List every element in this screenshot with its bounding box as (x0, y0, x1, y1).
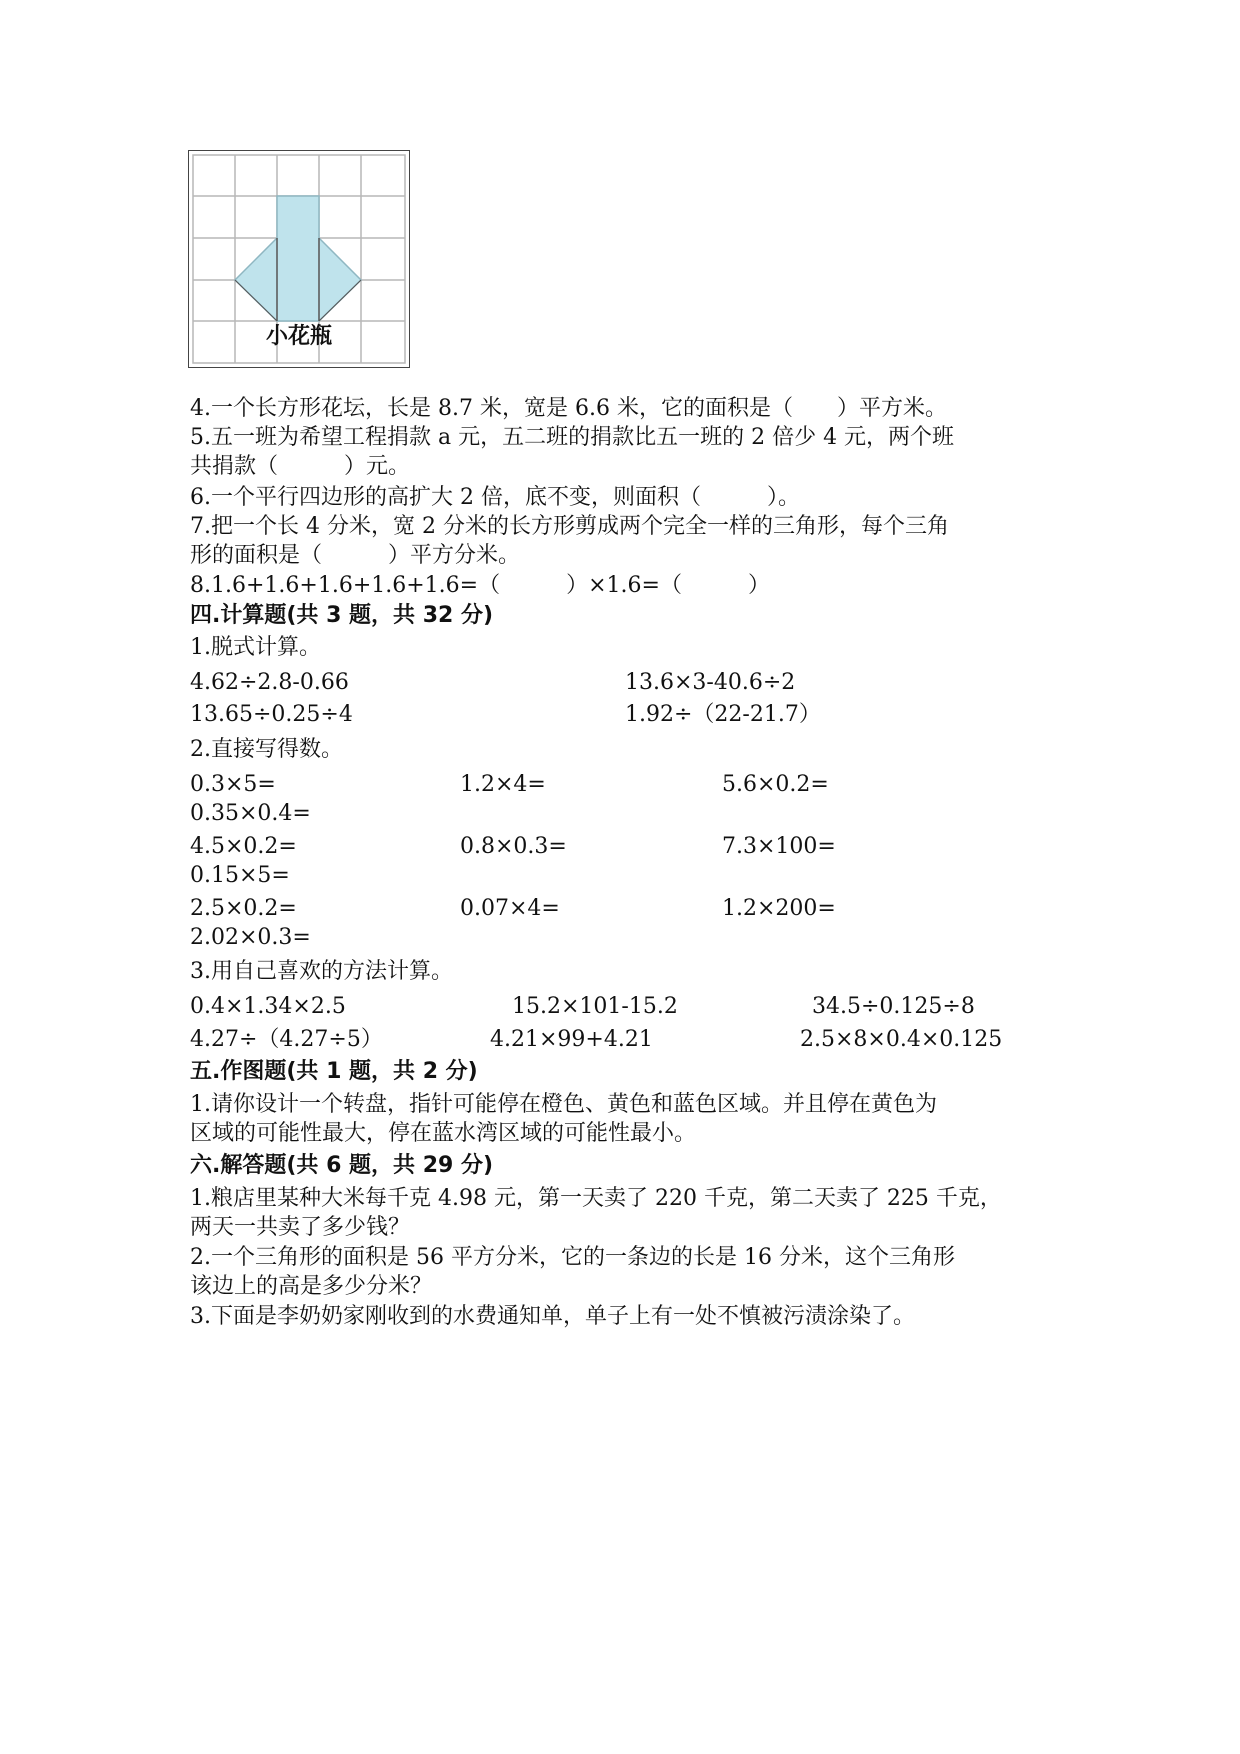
s4-q2-item: 2.5×0.2= (190, 896, 297, 921)
s4-q3-item: 2.5×8×0.4×0.125 (800, 1027, 1003, 1052)
s6-q2-line1: 2.一个三角形的面积是 56 平方分米，它的一条边的长是 16 分米，这个三角形 (190, 1245, 955, 1270)
question-7-line1: 7.把一个长 4 分米，宽 2 分米的长方形剪成两个完全一样的三角形，每个三角 (190, 514, 949, 539)
s4-q2-item: 4.5×0.2= (190, 834, 297, 859)
s4-q3-item: 15.2×101-15.2 (512, 994, 678, 1019)
vase-shape (235, 196, 361, 321)
s4-q1-title: 1.脱式计算。 (190, 635, 321, 660)
s6-q2-line2: 该边上的高是多少分米？ (190, 1274, 433, 1299)
vase-figure (188, 150, 410, 368)
s4-q3-title: 3.用自己喜欢的方法计算。 (190, 959, 453, 984)
s4-q3-item: 4.21×99+4.21 (490, 1027, 653, 1052)
s6-q1-line2: 两天一共卖了多少钱？ (190, 1215, 411, 1240)
question-6: 6.一个平行四边形的高扩大 2 倍，底不变，则面积（ ）。 (190, 485, 800, 510)
section-4-heading: 四.计算题(共 3 题，共 32 分) (190, 603, 494, 628)
s4-q2-item: 5.6×0.2= (722, 772, 829, 797)
s4-q2-item: 7.3×100= (722, 834, 836, 859)
s4-q1-item: 4.62÷2.8-0.66 (190, 670, 349, 695)
s4-q3-item: 0.4×1.34×2.5 (190, 994, 346, 1019)
s4-q1-item: 13.6×3-40.6÷2 (625, 670, 796, 695)
s5-q1-line2: 区域的可能性最大，停在蓝水湾区域的可能性最小。 (190, 1121, 697, 1146)
s4-q2-item: 2.02×0.3= (190, 925, 311, 950)
s4-q2-item: 0.8×0.3= (460, 834, 567, 859)
question-5-line2: 共捐款（ ）元。 (190, 454, 411, 479)
question-7-line2: 形的面积是（ ）平方分米。 (190, 543, 521, 568)
question-4: 4.一个长方形花坛，长是 8.7 米，宽是 6.6 米，它的面积是（ ）平方米。 (190, 396, 947, 421)
question-8: 8.1.6+1.6+1.6+1.6+1.6=（ ）×1.6=（ ） (190, 573, 770, 598)
s4-q2-item: 0.35×0.4= (190, 801, 311, 826)
s4-q2-title: 2.直接写得数。 (190, 737, 343, 762)
s4-q2-item: 1.2×4= (460, 772, 546, 797)
s4-q1-item: 13.65÷0.25÷4 (190, 702, 353, 727)
s4-q2-item: 0.07×4= (460, 896, 560, 921)
section-6-heading: 六.解答题(共 6 题，共 29 分) (190, 1153, 494, 1178)
s6-q1-line1: 1.粮店里某种大米每千克 4.98 元，第一天卖了 220 千克，第二天卖了 225 千克， (190, 1186, 1002, 1211)
vase-caption: 小花瓶 (265, 324, 332, 349)
s6-q3: 3.下面是李奶奶家刚收到的水费通知单，单子上有一处不慎被污渍涂染了。 (190, 1304, 915, 1329)
s4-q2-item: 0.3×5= (190, 772, 276, 797)
s4-q1-item: 1.92÷（22-21.7） (625, 702, 821, 727)
question-5-line1: 5.五一班为希望工程捐款 a 元，五二班的捐款比五一班的 2 倍少 4 元，两个班 (190, 425, 955, 450)
s4-q2-item: 1.2×200= (722, 896, 836, 921)
s5-q1-line1: 1.请你设计一个转盘，指针可能停在橙色、黄色和蓝色区域。并且停在黄色为 (190, 1092, 937, 1117)
s4-q2-item: 0.15×5= (190, 863, 290, 888)
s4-q3-item: 4.27÷（4.27÷5） (190, 1027, 383, 1052)
s4-q3-item: 34.5÷0.125÷8 (812, 994, 975, 1019)
section-5-heading: 五.作图题(共 1 题，共 2 分) (190, 1059, 478, 1084)
